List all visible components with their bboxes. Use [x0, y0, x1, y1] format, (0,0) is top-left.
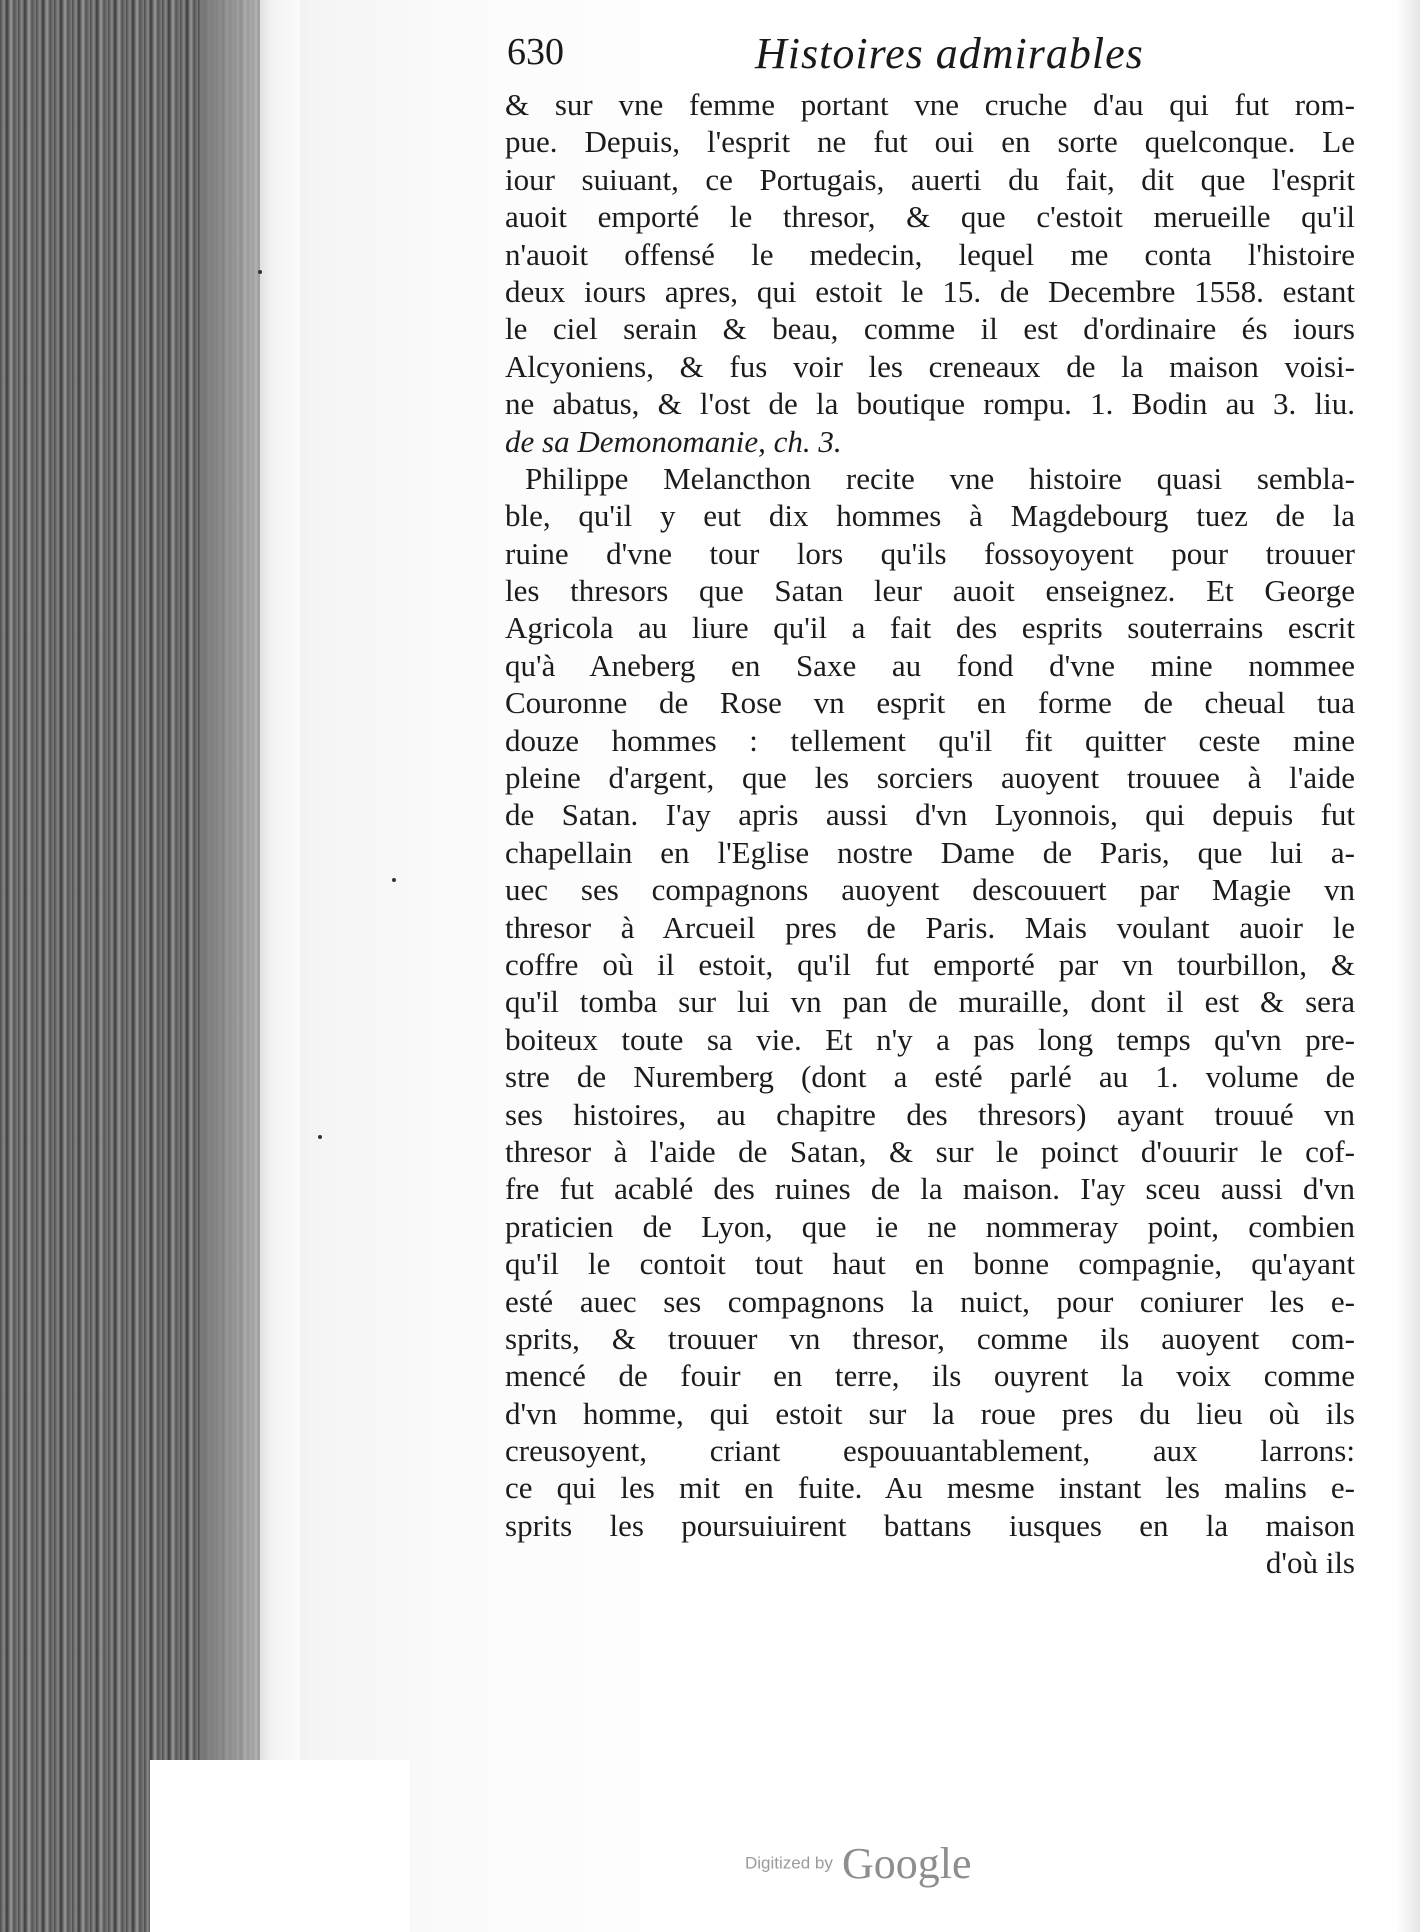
body-text: [505, 86, 1355, 1582]
text-line: pleine d'argent, que les sorciers auoyent trouuee à l'aide: [505, 760, 1355, 796]
text-line: le ciel serain & beau, comme il est d'ordinaire és iours: [505, 311, 1355, 347]
page-header: [507, 20, 1157, 90]
digitized-watermark: [745, 1838, 972, 1889]
text-line: ce qui les mit en fuite. Au mesme instant les malins e-: [505, 1470, 1355, 1506]
text-line: Couronne de Rose vn esprit en forme de cheual tua: [505, 685, 1355, 721]
watermark-prefix: Digitized by: [745, 1853, 833, 1873]
text-line: stre de Nuremberg (dont a esté parlé au 1. volume de: [505, 1059, 1355, 1095]
running-title: Histoires admirables: [755, 29, 1144, 78]
text-line: mencé de fouir en terre, ils ouyrent la voix comme: [505, 1358, 1355, 1394]
text-line: thresor à l'aide de Satan, & sur le poinct d'ouurir le cof-: [505, 1133, 1355, 1169]
text-line: creusoyent, criant espouuantablement, aux larrons:: [505, 1433, 1355, 1469]
text-line: boiteux toute sa vie. Et n'y a pas long temps qu'vn pre-: [505, 1021, 1355, 1057]
text-line: chapellain en l'Eglise nostre Dame de Paris, que lui a-: [505, 834, 1355, 870]
text-line: Alcyoniens, & fus voir les creneaux de la maison voisi-: [505, 348, 1355, 384]
text-line: ne abatus, & l'ost de la boutique rompu. 1. Bodin au 3. liu.: [505, 386, 1355, 422]
page-corner-patch: [150, 1760, 410, 1932]
catchword-line: d'où ils: [1265, 1545, 1355, 1581]
text-line: ruine d'vne tour lors qu'ils fossoyoyent pour trouuer: [505, 535, 1355, 571]
text-line: ble, qu'il y eut dix hommes à Magdebourg tuez de la: [505, 498, 1355, 534]
text-line: fre fut acablé des ruines de la maison. I'ay sceu aussi d'vn: [505, 1171, 1355, 1207]
text-line: thresor à Arcueil pres de Paris. Mais voulant auoir le: [505, 909, 1355, 945]
text-line: auoit emporté le thresor, & que c'estoit merueille qu'il: [505, 199, 1355, 235]
text-line: sprits les poursuiuirent battans iusques en la maison: [505, 1507, 1355, 1543]
text-line: uec ses compagnons auoyent descouuert par Magie vn: [505, 872, 1355, 908]
page-number: 630: [507, 31, 564, 73]
text-line: iour suiuant, ce Portugais, auerti du fait, dit que l'esprit: [505, 161, 1355, 197]
paragraph-start-line: Philippe Melancthon recite vne histoire quasi sembla-: [525, 460, 1355, 496]
text-line: qu'il le contoit tout haut en bonne compagnie, qu'ayant: [505, 1246, 1355, 1282]
ink-speck: [318, 1135, 322, 1139]
text-line: & sur vne femme portant vne cruche d'au qui fut rom-: [505, 87, 1355, 122]
citation: de sa Demonomanie, ch. 3.: [505, 423, 842, 459]
ink-speck: [392, 878, 396, 882]
text-line: qu'il tomba sur lui vn pan de muraille, dont il est & sera: [505, 984, 1355, 1020]
citation-line: [505, 423, 1355, 460]
text-line: de Satan. I'ay apris aussi d'vn Lyonnois, qui depuis fut: [505, 797, 1355, 833]
text-line: Agricola au liure qu'il a fait des esprits souterrains escrit: [505, 610, 1355, 646]
text-line: praticien de Lyon, que ie ne nommeray point, combien: [505, 1208, 1355, 1244]
text-line: sprits, & trouuer vn thresor, comme ils auoyent com-: [505, 1320, 1355, 1356]
text-line: d'vn homme, qui estoit sur la roue pres du lieu où ils: [505, 1395, 1355, 1431]
text-line: ses histoires, au chapitre des thresors) ayant trouué vn: [505, 1096, 1355, 1132]
text-line: pue. Depuis, l'esprit ne fut oui en sorte quelconque. Le: [505, 124, 1355, 160]
text-line: n'auoit offensé le medecin, lequel me conta l'histoire: [505, 236, 1355, 272]
text-line: coffre où il estoit, qu'il fut emporté par vn tourbillon, &: [505, 946, 1355, 982]
scan-edge: [1396, 0, 1420, 1932]
text-line: douze hommes : tellement qu'il fit quitter ceste mine: [505, 722, 1355, 758]
ink-speck: [258, 270, 262, 274]
gutter-fade: [200, 0, 320, 1932]
google-logo: Google: [841, 1839, 972, 1888]
text-line: deux iours apres, qui estoit le 15. de Decembre 1558. estant: [505, 273, 1355, 309]
text-line: esté auec ses compagnons la nuict, pour coniurer les e-: [505, 1283, 1355, 1319]
text-line: les thresors que Satan leur auoit enseignez. Et George: [505, 573, 1355, 609]
text-line: qu'à Aneberg en Saxe au fond d'vne mine nommee: [505, 647, 1355, 683]
